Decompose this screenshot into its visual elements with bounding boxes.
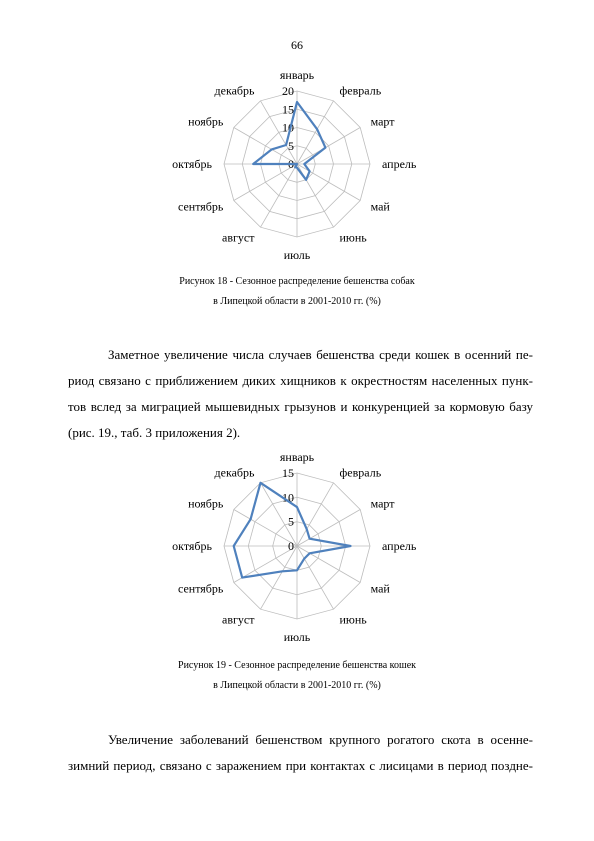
tick-label: 5 bbox=[288, 514, 294, 529]
data-point bbox=[296, 163, 298, 165]
data-point bbox=[305, 179, 307, 181]
data-point bbox=[304, 163, 306, 165]
tick-label: 15 bbox=[282, 102, 294, 117]
paragraph-2 bbox=[68, 727, 533, 779]
figure-18-caption-line2: в Липецкой области в 2001-2010 гг. (%) bbox=[213, 296, 381, 307]
category-label: ноябрь bbox=[188, 114, 224, 129]
radar-chart-cats-svg bbox=[0, 452, 594, 642]
data-point bbox=[250, 518, 252, 520]
category-label: ноябрь bbox=[188, 496, 224, 511]
figure-19-caption-line2: в Липецкой области в 2001-2010 гг. (%) bbox=[213, 680, 381, 691]
category-label: декабрь bbox=[214, 465, 255, 480]
category-label: март bbox=[370, 114, 395, 129]
tick-label: 10 bbox=[282, 120, 294, 135]
data-point bbox=[296, 101, 298, 103]
grid-spoke bbox=[297, 546, 334, 609]
radar-chart-dogs bbox=[0, 70, 594, 260]
data-point bbox=[296, 167, 298, 169]
data-point bbox=[306, 528, 308, 530]
paragraph-1-line: риод связано с приближением диких хищников к окрестностям населенных пунк- bbox=[68, 373, 533, 388]
paragraph-1 bbox=[68, 342, 533, 446]
data-point bbox=[233, 545, 235, 547]
data-point bbox=[309, 171, 311, 173]
category-label: сентябрь bbox=[177, 199, 224, 214]
figure-18-caption-line1: Рисунок 18 - Сезонное распределение бешенства собак bbox=[179, 276, 415, 287]
category-label: август bbox=[222, 612, 255, 627]
page-number: 66 bbox=[291, 38, 303, 52]
category-label: октябрь bbox=[172, 157, 212, 171]
category-label: сентябрь bbox=[177, 581, 224, 596]
category-label: август bbox=[222, 230, 255, 245]
data-point bbox=[304, 558, 306, 560]
category-label: апрель bbox=[382, 539, 417, 553]
radar-chart-dogs-svg bbox=[0, 70, 594, 260]
data-point bbox=[241, 577, 243, 579]
figure-19-caption-line1: Рисунок 19 - Сезонное распределение бешенства кошек bbox=[178, 660, 416, 671]
data-point bbox=[325, 147, 327, 149]
category-label: февраль bbox=[339, 83, 382, 98]
figure-18-caption bbox=[0, 272, 594, 312]
paragraph-1-line: тов вслед за миграцией мышевидных грызунов и конкуренцией за кормовую базу bbox=[68, 399, 533, 414]
data-point bbox=[350, 545, 352, 547]
paragraph-2-line: зимний период, связано с заражением при контактах с лисицами в период поздне- bbox=[68, 758, 533, 773]
tick-label: 0 bbox=[288, 539, 294, 553]
tick-label: 0 bbox=[288, 157, 294, 171]
tick-label: 5 bbox=[288, 138, 294, 153]
data-point bbox=[316, 128, 318, 130]
data-point bbox=[260, 482, 262, 484]
tick-label: 20 bbox=[282, 84, 294, 98]
grid-spoke bbox=[297, 483, 334, 546]
tick-label: 15 bbox=[282, 466, 294, 480]
data-point bbox=[252, 163, 254, 165]
category-label: апрель bbox=[382, 157, 417, 171]
category-label: октябрь bbox=[172, 539, 212, 553]
data-point bbox=[271, 149, 273, 151]
data-point bbox=[296, 506, 298, 508]
category-label: июль bbox=[283, 248, 311, 260]
tick-label: 10 bbox=[282, 490, 294, 505]
category-label: март bbox=[370, 496, 395, 511]
category-label: май bbox=[370, 581, 390, 596]
category-label: май bbox=[370, 199, 390, 214]
grid-spoke bbox=[261, 546, 298, 609]
category-label: февраль bbox=[339, 465, 382, 480]
paragraph-1-line: Заметное увеличение числа случаев бешенства среди кошек в осенний пе- bbox=[108, 347, 533, 362]
paragraph-2-line: Увеличение заболеваний бешенством крупного рогатого скота в осенне- bbox=[108, 732, 533, 747]
radar-chart-cats bbox=[0, 452, 594, 642]
category-label: июнь bbox=[339, 230, 367, 245]
grid-spoke bbox=[297, 546, 360, 583]
category-label: декабрь bbox=[214, 83, 255, 98]
category-label: июнь bbox=[339, 612, 367, 627]
data-point bbox=[282, 571, 284, 573]
data-point bbox=[285, 144, 287, 146]
data-point bbox=[309, 553, 311, 555]
data-point bbox=[294, 166, 296, 168]
data-point bbox=[296, 570, 298, 572]
category-label: июль bbox=[283, 630, 311, 642]
data-point bbox=[309, 538, 311, 540]
figure-19-caption bbox=[0, 656, 594, 696]
category-label: январь bbox=[279, 70, 315, 82]
paragraph-1-line: (рис. 19., таб. 3 приложения 2). bbox=[68, 425, 241, 440]
category-label: январь bbox=[279, 452, 315, 464]
